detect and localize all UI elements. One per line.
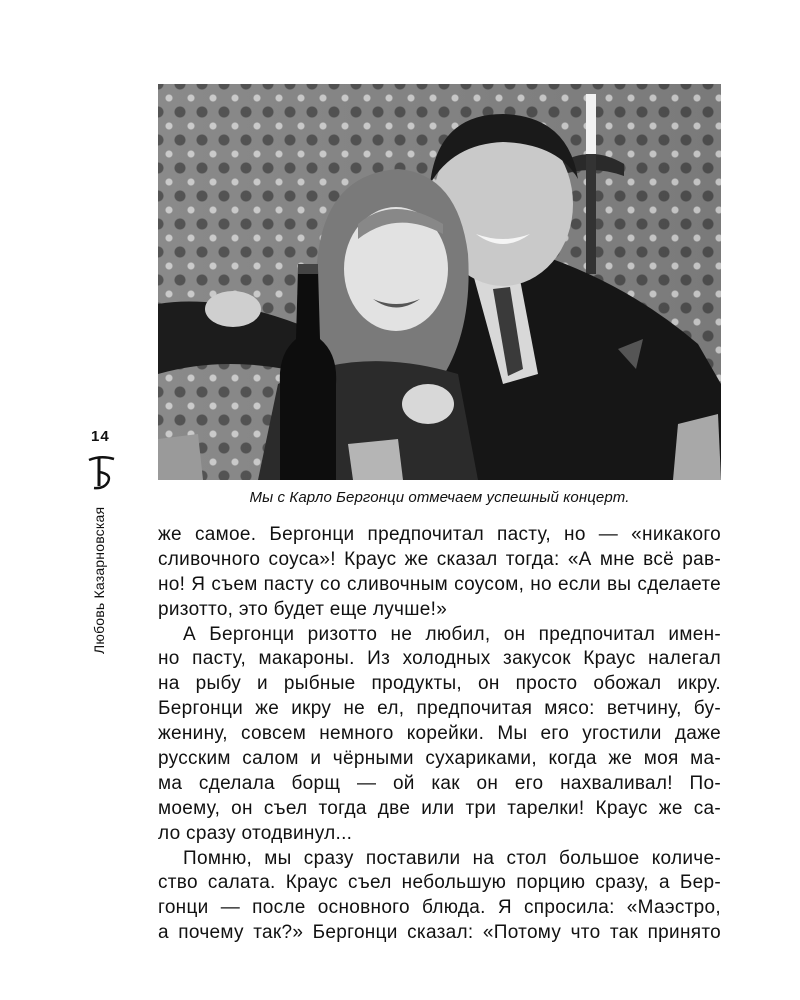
photo-illustration: [158, 84, 721, 480]
text-line: ло сразу отодвинул...: [158, 822, 353, 844]
woman-hand: [402, 384, 454, 424]
candelabra-stem: [586, 154, 596, 274]
glass-left: [158, 434, 203, 480]
text-line: ство салата. Краус съел небольшую порцию сразу, а Бер-: [158, 872, 721, 894]
candle: [586, 94, 596, 154]
text-line: Помню, мы сразу поставили на стол большое количе-: [183, 847, 721, 869]
text-line: сливочного соуса»! Краус же сказал тогда: «А мне всё рав-: [158, 548, 721, 570]
bottle-cap: [298, 264, 318, 274]
text-line: русским салом и чёрными сухариками, когда же моя ма-: [158, 748, 721, 770]
text-line: же самое. Бергонци предпочитал пасту, но — «никакого: [158, 524, 721, 545]
text-line: гонци — после основного блюда. Я спросила: «Маэстро,: [158, 897, 721, 919]
glass-center: [348, 439, 403, 480]
man-hand: [205, 291, 261, 327]
photo-bergonzi-celebration: [158, 84, 721, 480]
body-text: [158, 523, 721, 946]
figure-caption: Мы с Карло Бергонци отмечаем успешный концерт.: [249, 489, 630, 506]
text-line: на рыбу и рыбные продукты, он просто обожал икру.: [158, 673, 721, 695]
text-line: моему, он съел тогда две или три тарелки! Краус же са-: [158, 797, 721, 819]
text-line: ма сделала борщ — ой как он его нахваливал! По-: [158, 772, 721, 794]
text-line: женину, совсем немного корейки. Мы его угостили даже: [158, 723, 721, 745]
publisher-logo-icon: [86, 452, 116, 492]
text-line: а почему так?» Бергонци сказал: «Потому что так принято: [158, 922, 721, 944]
text-line: но! Я съем пасту со сливочным соусом, но если вы сделаете: [158, 573, 721, 595]
author-name: Любовь Казарновская: [91, 506, 107, 654]
page-number: 14: [91, 428, 110, 445]
glass-right: [673, 414, 721, 480]
author-running-head: [91, 504, 111, 654]
text-line: Бергонци же икру не ел, предпочитая мясо: ветчину, бу-: [158, 698, 721, 720]
text-line: ризотто, это будет еще лучше!»: [158, 598, 448, 620]
text-line: но пасту, макароны. Из холодных закусок Краус налегал: [158, 648, 721, 670]
text-line: А Бергонци ризотто не любил, он предпочитал имен-: [183, 623, 721, 645]
